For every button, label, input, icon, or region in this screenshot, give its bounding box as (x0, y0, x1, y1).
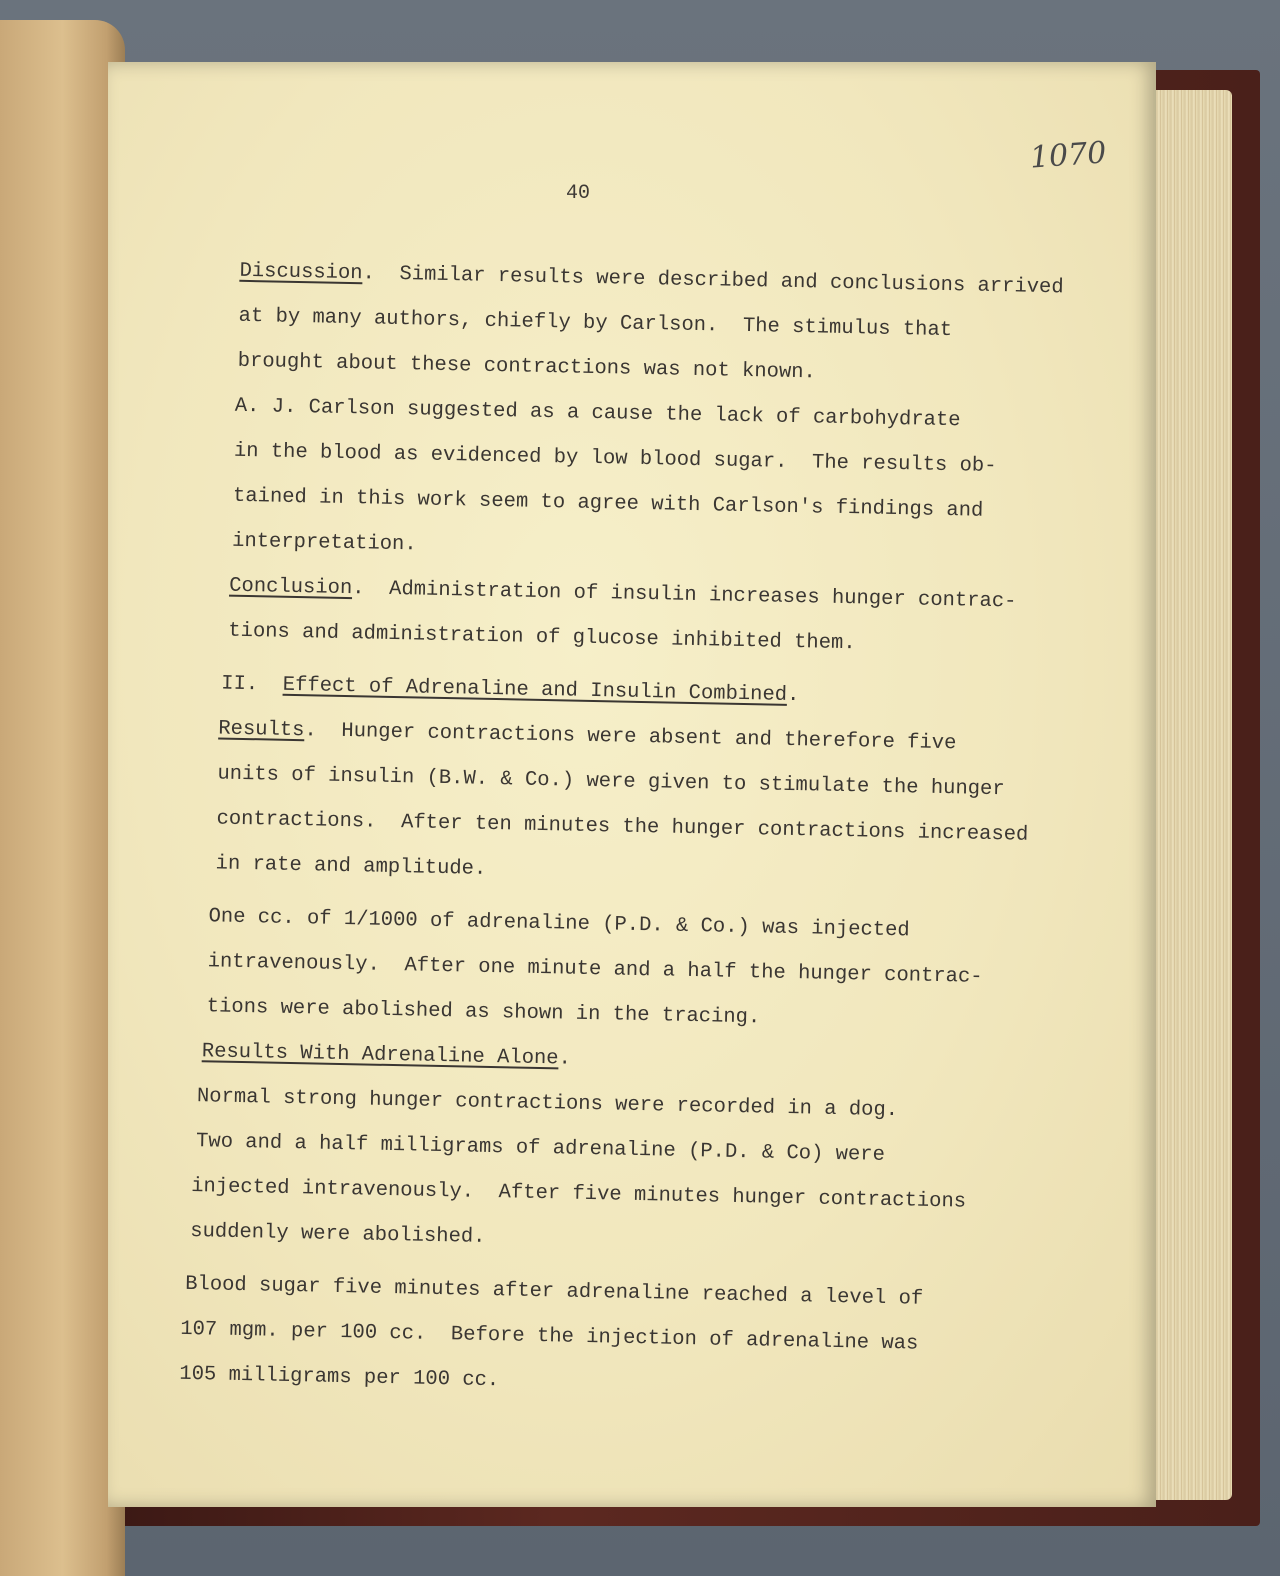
section-2-title-line: II. Effect of Adrenaline and Insulin Combined. (221, 672, 800, 708)
results-adrenaline-line-6: 107 mgm. per 100 cc. Before the injection of adrenaline was (180, 1317, 919, 1356)
results-line-6: intravenously. After one minute and a half the hunger contrac- (207, 950, 983, 989)
results-adrenaline-heading-line: Results With Adrenaline Alone. (201, 1040, 572, 1071)
discussion-line-2: at by many authors, chiefly by Carlson. The stimulus that (238, 304, 953, 343)
discussion-line-1: Discussion. Similar results were described and conclusions arrived (239, 259, 1064, 300)
results-heading: Results (218, 717, 305, 743)
results-line-1: Results. Hunger contractions were absent and therefore five (218, 717, 957, 756)
page-number: 40 (566, 182, 591, 205)
results-adrenaline-line-4: suddenly were abolished. (190, 1220, 486, 1249)
conclusion-line-2: tions and administration of glucose inhibited them. (228, 619, 856, 656)
discussion-line-4: A. J. Carlson suggested as a cause the lack of carbohydrate (234, 394, 961, 433)
left-page (0, 20, 125, 1576)
results-line-3: contractions. After ten minutes the hunger contractions increased (216, 807, 1029, 847)
handwritten-page-number: 1070 (1028, 135, 1108, 176)
results-adrenaline-line-5: Blood sugar five minutes after adrenaline reached a level of (184, 1272, 924, 1311)
results-line-5: One cc. of 1/1000 of adrenaline (P.D. & Co.) was injected (208, 905, 910, 943)
discussion-line-7: interpretation. (231, 529, 417, 557)
results-line-4: in rate and amplitude. (215, 852, 487, 881)
results-adrenaline-heading: Results With Adrenaline Alone (201, 1040, 559, 1071)
results-adrenaline-line-2: Two and a half milligrams of adrenaline (P.D. & Co) were (195, 1130, 886, 1167)
section-2-title: Effect of Adrenaline and Insulin Combined (282, 673, 788, 707)
conclusion-heading: Conclusion (228, 574, 353, 601)
discussion-line-5: in the blood as evidenced by low blood sugar. The results ob- (233, 439, 997, 479)
results-line-7: tions were abolished as shown in the tracing. (206, 995, 761, 1030)
results-adrenaline-line-3: injected intravenously. After five minutes hunger contractions (190, 1175, 967, 1214)
discussion-line-6: tained in this work seem to agree with Carlson's findings and (232, 484, 984, 523)
discussion-heading: Discussion (239, 259, 363, 286)
discussion-line-3: brought about these contractions was not known. (237, 349, 817, 385)
results-adrenaline-line-1: Normal strong hunger contractions were recorded in a dog. (196, 1085, 899, 1123)
results-line-2: units of insulin (B.W. & Co.) were given to stimulate the hunger (217, 762, 1005, 802)
results-adrenaline-line-7: 105 milligrams per 100 cc. (179, 1362, 500, 1393)
typed-text-body (177, 248, 1100, 1415)
conclusion-line-1: Conclusion. Administration of insulin increases hunger contrac- (228, 574, 1017, 614)
